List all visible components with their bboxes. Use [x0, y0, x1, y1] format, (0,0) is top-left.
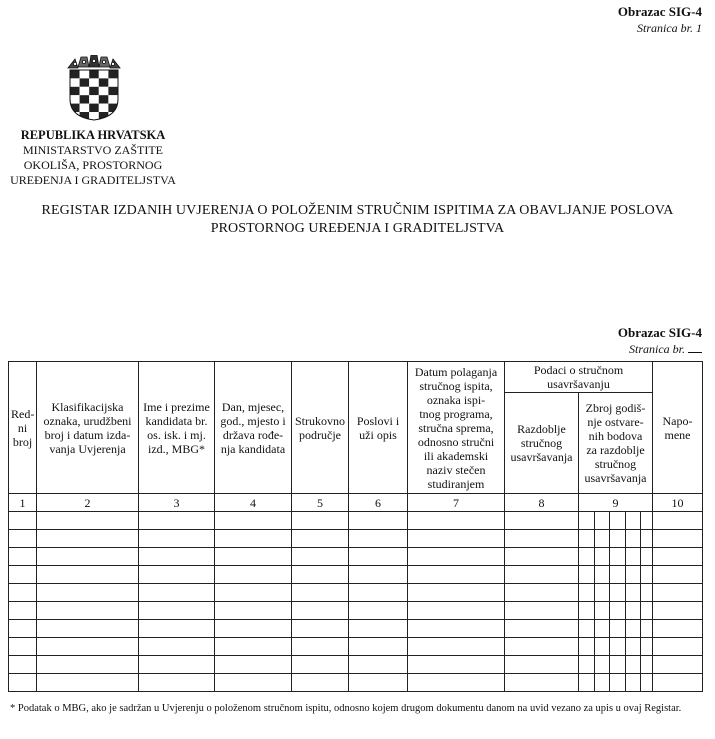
table-cell[interactable] [349, 674, 408, 692]
table-row [9, 512, 703, 530]
points-subcell[interactable] [595, 656, 610, 673]
table-row [9, 602, 703, 620]
table-row [9, 656, 703, 674]
table-cell[interactable] [408, 674, 505, 692]
points-subcell[interactable] [610, 674, 626, 691]
table-cell[interactable] [292, 674, 349, 692]
document-title [0, 202, 715, 238]
table-cell[interactable] [139, 638, 215, 656]
table-cell[interactable] [139, 602, 215, 620]
points-subcell[interactable] [641, 584, 657, 601]
points-subcell[interactable] [641, 530, 657, 547]
table-cell[interactable] [653, 512, 703, 530]
points-subcell[interactable] [579, 512, 595, 529]
points-subcell[interactable] [641, 602, 657, 619]
points-subcell[interactable] [626, 566, 641, 583]
table-cell[interactable] [37, 638, 139, 656]
register-table [8, 361, 703, 692]
table-cell[interactable] [37, 566, 139, 584]
table-cell[interactable] [653, 602, 703, 620]
table-cell[interactable] [505, 656, 579, 674]
title-line-1: REGISTAR IZDANIH UVJERENJA O POLOŽENIM STRUČNIM ISPITIMA ZA OBAVLJANJE POSLOVA [41, 203, 674, 218]
points-subcell[interactable] [626, 656, 641, 673]
column-number: 7 [408, 494, 505, 512]
table-cell[interactable] [349, 512, 408, 530]
points-subcell[interactable] [610, 656, 626, 673]
table-cell[interactable] [292, 566, 349, 584]
points-cell[interactable] [579, 584, 653, 602]
points-subcell[interactable] [579, 656, 595, 673]
table-cell[interactable] [408, 656, 505, 674]
table-cell[interactable] [215, 674, 292, 692]
table-cell[interactable] [9, 512, 37, 530]
table-cell[interactable] [408, 530, 505, 548]
ministry-name-line-1: MINISTARSTVO ZAŠTITE [22, 143, 164, 157]
points-subcell[interactable] [595, 584, 610, 601]
table-row [9, 548, 703, 566]
points-subcell[interactable] [641, 638, 657, 655]
points-subcell[interactable] [626, 602, 641, 619]
table-cell[interactable] [292, 602, 349, 620]
points-subcell[interactable] [610, 512, 626, 529]
table-row [9, 584, 703, 602]
points-subcell[interactable] [610, 638, 626, 655]
table-cell[interactable] [215, 584, 292, 602]
table-cell[interactable] [505, 512, 579, 530]
table-cell[interactable] [408, 512, 505, 530]
header-training-period: Razdoblje stručnog usavršavanja [505, 393, 579, 494]
table-cell[interactable] [505, 620, 579, 638]
table-cell[interactable] [653, 656, 703, 674]
header-birth: Dan, mjesec, god., mjesto i država rođe- nja kandidata [215, 362, 292, 494]
title-line-2: PROSTORNOG UREĐENJA I GRADITELJSTVA [210, 221, 505, 236]
points-subcell[interactable] [610, 602, 626, 619]
points-subcell[interactable] [595, 566, 610, 583]
table-cell[interactable] [505, 638, 579, 656]
points-subcell[interactable] [641, 566, 657, 583]
table-cell[interactable] [139, 674, 215, 692]
points-subcell[interactable] [579, 530, 595, 547]
points-subcell[interactable] [579, 620, 595, 637]
table-cell[interactable] [653, 620, 703, 638]
table-cell[interactable] [9, 620, 37, 638]
table-row [9, 620, 703, 638]
form-code: Obrazac SIG-4 [617, 325, 702, 340]
points-subcell[interactable] [626, 638, 641, 655]
points-subcell[interactable] [610, 530, 626, 547]
page-label: Stranica br. [628, 342, 685, 356]
table-cell[interactable] [653, 566, 703, 584]
table-cell[interactable] [349, 620, 408, 638]
table-cell[interactable] [9, 584, 37, 602]
points-subcell[interactable] [579, 602, 595, 619]
header-jobs: Poslovi i uži opis [349, 362, 408, 494]
points-subcell[interactable] [626, 512, 641, 529]
table-cell[interactable] [292, 584, 349, 602]
table-cell[interactable] [349, 530, 408, 548]
points-subcell[interactable] [610, 584, 626, 601]
column-number: 3 [139, 494, 215, 512]
page-number [502, 341, 702, 357]
table-cell[interactable] [9, 548, 37, 566]
points-subcell[interactable] [626, 548, 641, 565]
column-number-row [9, 494, 703, 512]
points-cell[interactable] [579, 674, 653, 692]
table-cell[interactable] [37, 584, 139, 602]
table-cell[interactable] [9, 674, 37, 692]
header-row-number: Red- ni broj [9, 362, 37, 494]
ministry-name-line-3: UREĐENJA I GRADITELJSTVA [10, 173, 176, 187]
table-cell[interactable] [292, 530, 349, 548]
column-number: 5 [292, 494, 349, 512]
ministry-block [8, 128, 178, 188]
points-cell[interactable] [579, 512, 653, 530]
points-subcell[interactable] [579, 566, 595, 583]
table-cell[interactable] [215, 530, 292, 548]
table-cell[interactable] [9, 638, 37, 656]
points-subcell[interactable] [595, 602, 610, 619]
table-cell[interactable] [37, 602, 139, 620]
points-subcell[interactable] [610, 566, 626, 583]
page-number: Stranica br. 1 [636, 21, 702, 35]
table-cell[interactable] [139, 548, 215, 566]
page-number-blank[interactable] [688, 342, 702, 353]
header-points: Zbroj godiš- nje ostvare- nih bodova za razdoblje stručnog usavršavanja [579, 393, 653, 494]
table-cell[interactable] [653, 530, 703, 548]
table-cell[interactable] [349, 638, 408, 656]
table-cell[interactable] [505, 566, 579, 584]
table-cell[interactable] [215, 566, 292, 584]
table-cell[interactable] [292, 638, 349, 656]
points-cell[interactable] [579, 530, 653, 548]
table-cell[interactable] [139, 566, 215, 584]
points-subcell[interactable] [610, 548, 626, 565]
points-subcell[interactable] [595, 674, 610, 691]
table-row [9, 674, 703, 692]
table-cell[interactable] [215, 638, 292, 656]
footnote: * Podatak o MBG, ako je sadržan u Uvjerenju o položenom stručnom ispitu, odnosno kojem drugom dokumentu danom na uvid vezano za upis u ovaj Registar. [10, 703, 682, 714]
table-cell[interactable] [292, 656, 349, 674]
table-cell[interactable] [215, 620, 292, 638]
table-cell[interactable] [9, 656, 37, 674]
table-cell[interactable] [9, 602, 37, 620]
table-cell[interactable] [37, 620, 139, 638]
points-subcell[interactable] [641, 620, 657, 637]
column-number: 9 [579, 494, 653, 512]
table-cell[interactable] [292, 620, 349, 638]
points-subcell[interactable] [626, 530, 641, 547]
table-cell[interactable] [215, 512, 292, 530]
form-header-top [502, 4, 702, 36]
table-cell[interactable] [505, 548, 579, 566]
table-cell[interactable] [139, 530, 215, 548]
points-cell[interactable] [579, 638, 653, 656]
table-cell[interactable] [215, 656, 292, 674]
points-cell[interactable] [579, 656, 653, 674]
header-notes: Napo- mene [653, 362, 703, 494]
table-cell[interactable] [139, 584, 215, 602]
form-code: Obrazac SIG-4 [617, 4, 702, 19]
header-name: Ime i prezime kandidata br. os. isk. i mj. izd., MBG* [139, 362, 215, 494]
points-subcell[interactable] [579, 584, 595, 601]
table-cell[interactable] [139, 620, 215, 638]
points-cell[interactable] [579, 602, 653, 620]
table-cell[interactable] [292, 548, 349, 566]
table-cell[interactable] [215, 548, 292, 566]
table-cell[interactable] [653, 548, 703, 566]
table-cell[interactable] [215, 602, 292, 620]
table-cell[interactable] [408, 620, 505, 638]
table-cell[interactable] [505, 584, 579, 602]
table-cell[interactable] [349, 602, 408, 620]
header-classification: Klasifikacijska oznaka, urudžbeni broj i datum izda- vanja Uvjerenja [37, 362, 139, 494]
points-subcell[interactable] [595, 620, 610, 637]
points-subcell[interactable] [579, 638, 595, 655]
form-header-mid [502, 325, 702, 357]
table-cell[interactable] [408, 638, 505, 656]
points-cell[interactable] [579, 620, 653, 638]
table-cell[interactable] [349, 548, 408, 566]
column-number: 6 [349, 494, 408, 512]
table-cell[interactable] [349, 656, 408, 674]
table-cell[interactable] [37, 656, 139, 674]
points-subcell[interactable] [626, 620, 641, 637]
points-subcell[interactable] [610, 620, 626, 637]
table-cell[interactable] [37, 512, 139, 530]
republic-name: REPUBLIKA HRVATSKA [20, 128, 166, 142]
points-subcell[interactable] [579, 674, 595, 691]
points-subcell[interactable] [595, 638, 610, 655]
table-cell[interactable] [9, 566, 37, 584]
header-exam-date: Datum polaganja stručnog ispita, oznaka ispi- tnog programa, stručna sprema, odnosno stručni ili akademski naziv stečen studiranjem [408, 362, 505, 494]
table-cell[interactable] [292, 512, 349, 530]
column-number: 8 [505, 494, 579, 512]
points-subcell[interactable] [641, 656, 657, 673]
header-field: Strukovno područje [292, 362, 349, 494]
table-cell[interactable] [653, 584, 703, 602]
table-cell[interactable] [37, 530, 139, 548]
table-cell[interactable] [349, 566, 408, 584]
coat-of-arms-icon [66, 55, 122, 121]
table-row [9, 638, 703, 656]
table-cell[interactable] [408, 584, 505, 602]
points-subcell[interactable] [595, 512, 610, 529]
column-number: 4 [215, 494, 292, 512]
table-row [9, 566, 703, 584]
points-subcell[interactable] [641, 548, 657, 565]
points-subcell[interactable] [595, 548, 610, 565]
table-cell[interactable] [408, 548, 505, 566]
table-cell[interactable] [505, 674, 579, 692]
points-subcell[interactable] [579, 548, 595, 565]
points-subcell[interactable] [626, 674, 641, 691]
table-cell[interactable] [9, 530, 37, 548]
table-cell[interactable] [408, 602, 505, 620]
table-cell[interactable] [653, 638, 703, 656]
column-number: 1 [9, 494, 37, 512]
points-cell[interactable] [579, 566, 653, 584]
table-cell[interactable] [139, 512, 215, 530]
ministry-name-line-2: OKOLIŠA, PROSTORNOG [23, 158, 163, 172]
table-cell[interactable] [505, 602, 579, 620]
points-subcell[interactable] [641, 674, 657, 691]
header-training-group: Podaci o stručnom usavršavanju [505, 362, 653, 393]
table-cell[interactable] [139, 656, 215, 674]
table-row [9, 530, 703, 548]
points-subcell[interactable] [626, 584, 641, 601]
table-cell[interactable] [37, 674, 139, 692]
points-subcell[interactable] [641, 512, 657, 529]
table-cell[interactable] [653, 674, 703, 692]
column-number: 10 [653, 494, 703, 512]
table-cell[interactable] [37, 548, 139, 566]
points-cell[interactable] [579, 548, 653, 566]
column-number: 2 [37, 494, 139, 512]
table-cell[interactable] [408, 566, 505, 584]
table-cell[interactable] [505, 530, 579, 548]
points-subcell[interactable] [595, 530, 610, 547]
table-cell[interactable] [349, 584, 408, 602]
